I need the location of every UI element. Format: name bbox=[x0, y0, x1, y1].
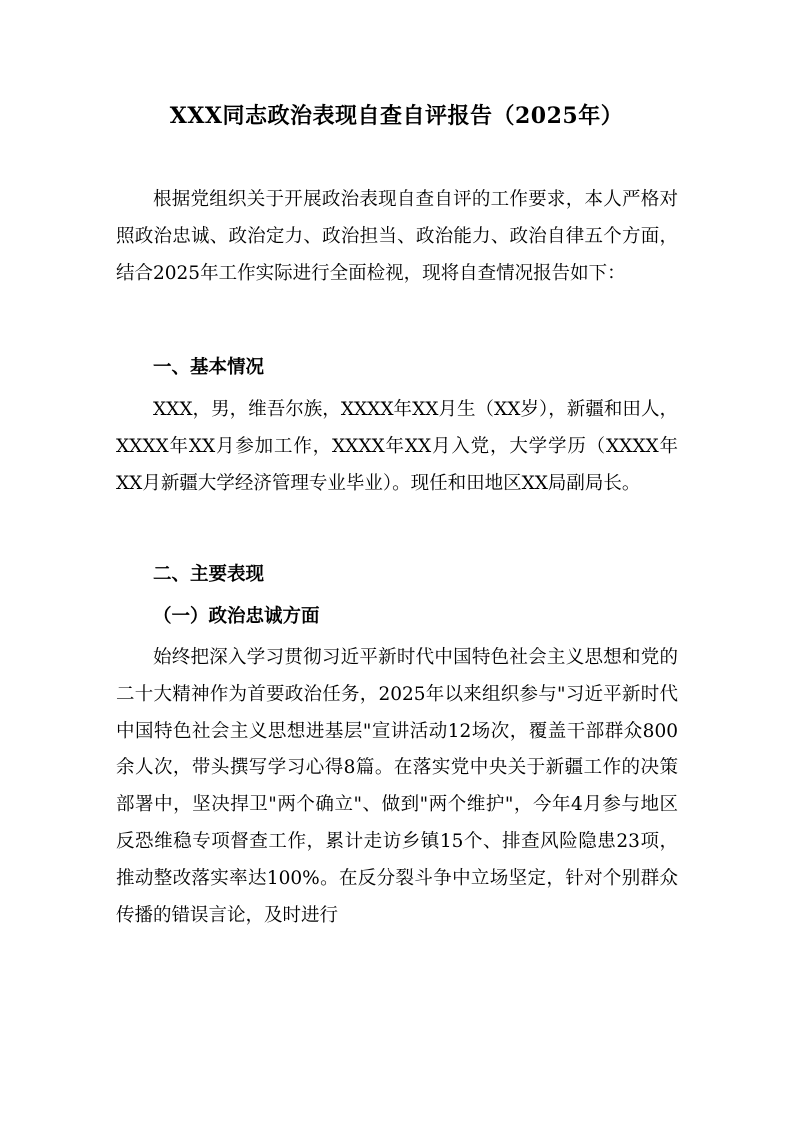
basic-info-paragraph: XXX，男，维吾尔族，XXXX年XX月生（XX岁），新疆和田人，XXXX年XX月参加工作，XXXX年XX月入党，大学学历（XXXX年XX月新疆大学经济管理专业毕业）。现任和田地区XX局副局长。 bbox=[116, 399, 678, 494]
section-heading-basic-info: 一、基本情况 bbox=[153, 357, 265, 378]
section-heading-main-performance: 二、主要表现 bbox=[153, 564, 265, 585]
intro-paragraph: 根据党组织关于开展政治表现自查自评的工作要求，本人严格对照政治忠诚、政治定力、政治担当、政治能力、政治自律五个方面，结合2025年工作实际进行全面检视，现将自查情况报告如下： bbox=[116, 189, 678, 284]
political-loyalty-paragraph: 始终把深入学习贯彻习近平新时代中国特色社会主义思想和党的二十大精神作为首要政治任务，2025年以来组织参与"习近平新时代中国特色社会主义思想进基层"宣讲活动12场次，覆盖干部群众800余人次，带头撰写学习心得8篇。在落实党中央关于新疆工作的决策部署中，坚决捍卫"两个确立"、做到"两个维护"，今年4月参与地区反恐维稳专项督查工作，累计走访乡镇15个、排查风险隐患23项，推动整改落实率达100%。在反分裂斗争中立场坚定，针对个别群众传播的错误言论，及时进行 bbox=[116, 647, 678, 926]
subsection-heading-political-loyalty: （一）政治忠诚方面 bbox=[153, 606, 320, 627]
report-title: XXX同志政治表现自查自评报告（2025年） bbox=[169, 103, 624, 129]
